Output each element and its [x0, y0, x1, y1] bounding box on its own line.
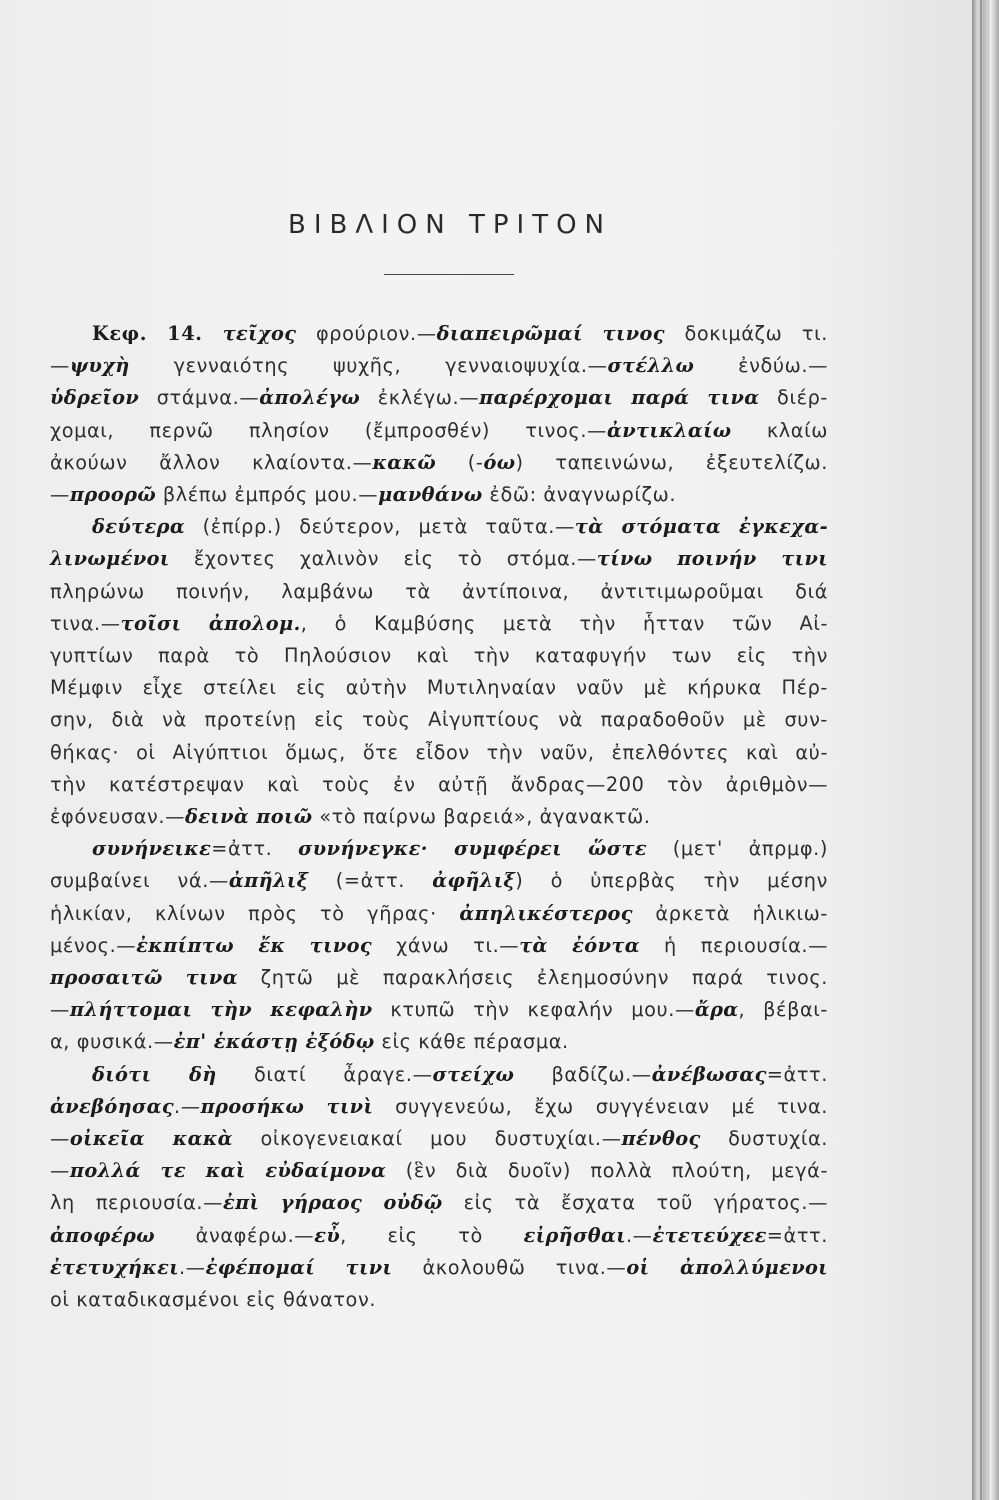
- keyword-term: τὰ ἐόντα: [519, 933, 640, 957]
- definition-text: —: [50, 998, 70, 1022]
- keyword-term: τὰ στόματα ἐγκεχα-: [574, 515, 828, 539]
- definition-text: συμβαίνει νά.—: [50, 869, 229, 893]
- definition-text: οἰκογενειακαί μου δυστυχίαι.—: [232, 1127, 622, 1151]
- definition-text: πληρώνω ποινήν, λαμβάνω τὰ ἀντίποινα, ἀντιτιμωροῦμαι διά: [50, 579, 828, 603]
- keyword-term: ἐτετυχήκει: [50, 1255, 179, 1279]
- definition-text: (ἓν διὰ δυοῖν) πολλὰ πλούτη, μεγά-: [386, 1159, 829, 1183]
- keyword-term: τίνω ποινήν τινι: [596, 547, 828, 571]
- keyword-term: λινωμένοι: [50, 547, 170, 571]
- definition-text: ἐνδύω.—: [694, 354, 828, 378]
- text-line: [50, 608, 828, 640]
- keyword-term: ἐπ' ἑκάστῃ ἐξόδῳ: [173, 1030, 375, 1054]
- keyword-term: προσήκω τινὶ: [200, 1094, 374, 1118]
- text-line: [50, 833, 828, 865]
- text-line: [50, 865, 828, 897]
- definition-text: (=ἀττ.: [308, 869, 433, 893]
- definition-text: ἐκλέγω.—: [360, 386, 480, 410]
- definition-text: (ἐπίρρ.) δεύτερον, μετὰ ταῦτα.—: [185, 515, 575, 539]
- keyword-term: δεινὰ ποιῶ: [185, 805, 313, 829]
- definition-text: ἀκούων ἄλλον κλαίοντα.—: [50, 450, 373, 474]
- text-line: [50, 930, 828, 962]
- definition-text: ἔχοντες χαλινὸν εἰς τὸ στόμα.—: [169, 547, 597, 571]
- definition-text: =ἀττ.: [766, 1223, 828, 1247]
- definition-text: κλαίω: [731, 418, 828, 442]
- text-line: [50, 318, 828, 350]
- book-title: ΒΙΒΛΙΟΝ ΤΡΙΤΟΝ: [288, 210, 612, 240]
- keyword-term: ἀφῆλιξ: [432, 869, 516, 893]
- keyword-term: εὖ: [314, 1223, 341, 1247]
- definition-text: βαδίζω.—: [514, 1062, 652, 1086]
- definition-text: (μετ' ἀπρμφ.): [646, 837, 828, 861]
- definition-text: θήκας· οἱ Αἰγύπτιοι ὅμως, ὅτε εἶδον τὴν ναῦν, ἐπελθόντες καὶ αὐ-: [50, 740, 828, 764]
- definition-text: στάμνα.—: [139, 386, 260, 410]
- definition-text: τὴν κατέστρεψαν καὶ τοὺς ἐν αὐτῇ ἄνδρας—200 τὸν ἀριθμὸν—: [50, 772, 828, 796]
- definition-text: τινα.—: [50, 611, 121, 635]
- keyword-term: πένθος: [621, 1127, 701, 1151]
- text-line: [50, 737, 828, 769]
- definition-text: διέρ-: [759, 386, 828, 410]
- text-line: [50, 962, 828, 994]
- text-line: [50, 447, 828, 479]
- text-line: [50, 1026, 828, 1058]
- keyword-term: ἀνέβωσας: [651, 1062, 767, 1086]
- keyword-term: ἐτετεύχεε: [652, 1223, 767, 1247]
- definition-text: εἰς κάθε πέρασμα.: [374, 1030, 569, 1054]
- keyword-term: οἰκεῖα κακὰ: [69, 1127, 233, 1151]
- definition-text: φρούριον.—: [296, 322, 437, 345]
- keyword-term: διαπειρῶμαί τινος: [436, 322, 665, 345]
- text-line: [50, 350, 828, 382]
- text-line: [50, 769, 828, 801]
- text-line: [50, 415, 828, 447]
- keyword-term: στείχω: [432, 1062, 515, 1086]
- keyword-term: εἰρῆσθαι: [523, 1223, 626, 1247]
- text-line: [50, 511, 828, 543]
- text-line: [50, 1091, 828, 1123]
- definition-text: .—: [178, 1255, 206, 1279]
- keyword-term: προορῶ: [69, 483, 157, 507]
- definition-text: γενναιότης ψυχῆς, γενναιοψυχία.—: [129, 354, 608, 378]
- definition-text: α, φυσικά.—: [50, 1030, 174, 1054]
- keyword-term: δεύτερα: [92, 515, 186, 539]
- definition-text: εἰς τὰ ἔσχατα τοῦ γήρατος.—: [442, 1191, 828, 1215]
- definition-text: —: [50, 354, 70, 378]
- text-line: [50, 1059, 828, 1091]
- text-line: [50, 1284, 828, 1316]
- title-rule: [384, 274, 514, 275]
- definition-text: ἐφόνευσαν.—: [50, 805, 185, 829]
- keyword-term: πλήττομαι τὴν κεφαλὴν: [69, 998, 373, 1022]
- definition-text: ) ὁ ὑπερβὰς τὴν μέσην: [515, 869, 828, 893]
- keyword-term: ἀποφέρω: [50, 1223, 155, 1247]
- keyword-term: κακῶ: [372, 450, 437, 474]
- definition-text: δυστυχία.: [700, 1127, 828, 1151]
- definition-text: «τὸ παίρνω βαρειά», ἀγανακτῶ.: [312, 805, 651, 829]
- chapter-label: Κεφ. 14.: [92, 322, 223, 345]
- definition-text: βλέπω ἐμπρός μου.—: [156, 483, 379, 507]
- definition-text: οἱ καταδικασμένοι εἰς θάνατον.: [50, 1288, 377, 1312]
- definition-text: δοκιμάζω τι.: [664, 322, 828, 345]
- keyword-term: παρέρχομαι παρά τινα: [479, 386, 760, 410]
- definition-text: συγγενεύω, ἔχω συγγένειαν μέ τινα.: [373, 1094, 828, 1118]
- definition-text: ζητῶ μὲ παρακλήσεις ἐλεημοσύνην παρά τινος.: [237, 966, 828, 990]
- glossary-paragraph: [50, 318, 828, 511]
- keyword-term: τοῖσι ἀπολομ.: [120, 611, 301, 635]
- text-line: [50, 479, 828, 511]
- text-line: [50, 994, 828, 1026]
- definition-text: =ἀττ.: [211, 837, 299, 861]
- definition-text: ) ταπεινώνω, ἐξευτελίζω.: [515, 450, 829, 474]
- keyword-term: συνήνεικε: [92, 837, 212, 861]
- keyword-term: προσαιτῶ τινα: [50, 966, 238, 990]
- page-edge: [972, 0, 999, 1500]
- definition-text: (-: [436, 450, 484, 474]
- definition-text: —: [50, 1159, 70, 1183]
- definition-text: , εἰς τὸ: [340, 1223, 524, 1247]
- text-line: [50, 1123, 828, 1155]
- text-line: [50, 576, 828, 608]
- definition-text: ἀναφέρω.—: [154, 1223, 315, 1247]
- keyword-term: πολλά τε καὶ εὐδαίμονα: [69, 1159, 387, 1183]
- keyword-term: ἀπολέγω: [259, 386, 361, 410]
- glossary-paragraph: [50, 1059, 828, 1317]
- definition-text: λη περιουσία.—: [50, 1191, 224, 1215]
- keyword-term: ἐκπίπτω ἔκ τινος: [136, 933, 373, 957]
- text-line: [50, 1155, 828, 1187]
- keyword-term: όω: [483, 450, 516, 474]
- definition-text: ἀρκετὰ ἡλικιω-: [632, 901, 828, 925]
- keyword-term: ὑδρεῖον: [50, 386, 140, 410]
- definition-text: , ὁ Καμβύσης μετὰ τὴν ἧτταν τῶν Αἰ-: [300, 611, 829, 635]
- keyword-term: ἀνεβόησας: [50, 1094, 175, 1118]
- keyword-term: ἐφέπομαί τινι: [205, 1255, 393, 1279]
- keyword-term: ἀντικλαίω: [606, 418, 732, 442]
- keyword-term: ἐπὶ γήραος οὐδῷ: [223, 1191, 443, 1215]
- definition-text: μένος.—: [50, 933, 137, 957]
- keyword-term: ἄρα: [694, 998, 739, 1022]
- definition-text: —: [50, 1127, 70, 1151]
- keyword-term: οἱ ἀπολλύμενοι: [626, 1255, 828, 1279]
- text-line: [50, 672, 828, 704]
- text-line: [50, 382, 828, 414]
- glossary-paragraph: [50, 511, 828, 833]
- text-line: [50, 898, 828, 930]
- keyword-term: ἀπῆλιξ: [228, 869, 309, 893]
- definition-text: ἀκολουθῶ τινα.—: [392, 1255, 627, 1279]
- keyword-term: ἀπηλικέστερος: [459, 901, 633, 925]
- definition-text: γυπτίων παρὰ τὸ Πηλούσιον καὶ τὴν καταφυγήν των εἰς τὴν: [50, 644, 828, 668]
- definition-text: κτυπῶ τὴν κεφαλήν μου.—: [372, 998, 695, 1022]
- text-line: [50, 801, 828, 833]
- text-line: [50, 704, 828, 736]
- definition-text: .—: [174, 1094, 201, 1118]
- definition-text: σην, διὰ νὰ προτείνῃ εἰς τοὺς Αἰγυπτίους νὰ παραδοθοῦν μὲ συν-: [50, 708, 828, 732]
- definition-text: χομαι, περνῶ πλησίον (ἔμπροσθέν) τινος.—: [50, 418, 607, 442]
- text-line: [50, 1220, 828, 1252]
- text-line: [50, 640, 828, 672]
- definition-text: ἡ περιουσία.—: [639, 933, 828, 957]
- keyword-term: μανθάνω: [378, 483, 483, 507]
- keyword-term: διότι δὴ: [92, 1062, 217, 1086]
- glossary-paragraph: [50, 833, 828, 1058]
- definition-text: Μέμφιν εἶχε στείλει εἰς αὐτὴν Μυτιληναίαν ναῦν μὲ κήρυκα Πέρ-: [50, 676, 828, 700]
- definition-text: .—: [625, 1223, 653, 1247]
- keyword-term: τεῖχος: [222, 322, 297, 345]
- glossary-text: [50, 318, 828, 1316]
- keyword-term: ψυχὴ: [69, 354, 130, 378]
- definition-text: ἡλικίαν, κλίνων πρὸς τὸ γῆρας·: [50, 901, 460, 925]
- definition-text: χάνω τι.—: [372, 933, 520, 957]
- definition-text: —: [50, 483, 70, 507]
- definition-text: διατί ἆραγε.—: [216, 1062, 433, 1086]
- definition-text: =ἀττ.: [766, 1062, 828, 1086]
- keyword-term: στέλλω: [607, 354, 695, 378]
- text-line: [50, 1252, 828, 1284]
- keyword-term: συνήνεγκε· συμφέρει ὥστε: [298, 837, 647, 861]
- definition-text: , βέβαι-: [738, 998, 828, 1022]
- text-line: [50, 543, 828, 575]
- definition-text: ἐδῶ: ἀναγνωρίζω.: [482, 483, 677, 507]
- text-line: [50, 1187, 828, 1219]
